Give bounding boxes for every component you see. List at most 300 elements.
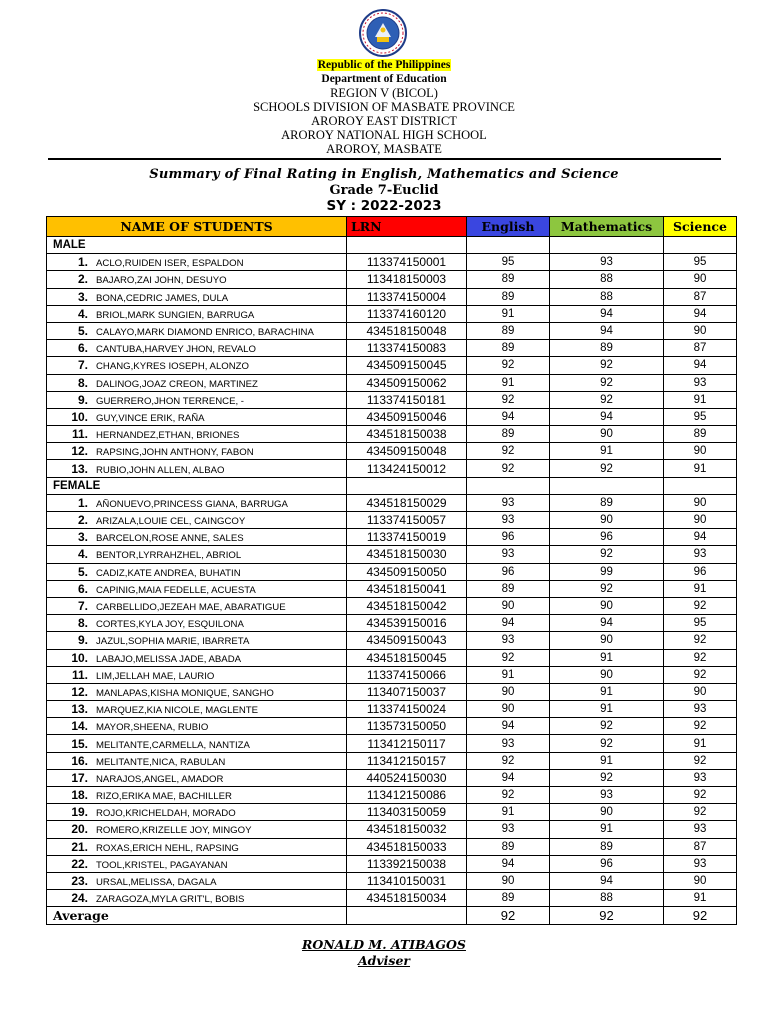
ratings-table <box>46 216 737 925</box>
table-row <box>47 460 737 477</box>
student-name: MELITANTE,NICA, RABULAN <box>96 756 226 768</box>
english-grade: 93 <box>467 512 550 529</box>
lrn-cell: 434518150030 <box>347 546 467 563</box>
student-name: GUERRERO,JHON TERRENCE, - <box>96 395 245 407</box>
student-name: CAPINIG,MAIA FEDELLE, ACUESTA <box>96 584 256 596</box>
science-grade: 92 <box>664 804 737 821</box>
english-grade: 89 <box>467 426 550 443</box>
science-grade: 92 <box>664 649 737 666</box>
student-name-cell <box>47 494 347 511</box>
row-number: 12. <box>71 684 88 699</box>
science-grade: 93 <box>664 855 737 872</box>
student-name-cell <box>47 580 347 597</box>
student-name-cell <box>47 374 347 391</box>
science-grade: 95 <box>664 254 737 271</box>
english-grade: 93 <box>467 735 550 752</box>
student-name-cell <box>47 357 347 374</box>
student-name: CANTUBA,HARVEY JHON, REVALO <box>96 344 256 356</box>
student-name-cell <box>47 769 347 786</box>
math-grade: 91 <box>550 649 664 666</box>
lrn-cell: 113374150083 <box>347 340 467 357</box>
student-name: DALINOG,JOAZ CREON, MARTINEZ <box>96 378 258 390</box>
student-name-cell <box>47 701 347 718</box>
english-grade: 93 <box>467 821 550 838</box>
table-row <box>47 787 737 804</box>
table-row <box>47 769 737 786</box>
header-lrn: LRN <box>347 217 467 237</box>
english-grade: 89 <box>467 340 550 357</box>
student-name-cell <box>47 529 347 546</box>
lrn-cell: 434518150033 <box>347 838 467 855</box>
table-row <box>47 718 737 735</box>
lrn-cell: 434518150041 <box>347 580 467 597</box>
grade-section-title: Grade 7-Euclid <box>329 183 439 198</box>
student-name-cell <box>47 288 347 305</box>
student-name-cell <box>47 838 347 855</box>
science-grade: 93 <box>664 546 737 563</box>
math-grade: 94 <box>550 615 664 632</box>
table-row <box>47 305 737 322</box>
science-grade: 91 <box>664 890 737 907</box>
row-number: 12. <box>71 444 88 459</box>
lrn-cell: 113407150037 <box>347 683 467 700</box>
student-name-cell <box>47 340 347 357</box>
science-grade: 90 <box>664 494 737 511</box>
header-divider <box>48 158 721 160</box>
student-name: BAJARO,ZAI JOHN, DESUYO <box>96 275 227 287</box>
science-grade: 91 <box>664 580 737 597</box>
lrn-cell: 113374150024 <box>347 701 467 718</box>
lrn-cell: 434509150050 <box>347 563 467 580</box>
row-number: 1. <box>77 255 88 270</box>
student-name: ARIZALA,LOUIE CEL, CAINGCOY <box>96 516 246 528</box>
science-grade: 87 <box>664 838 737 855</box>
row-number: 11. <box>71 667 88 682</box>
student-name: TOOL,KRISTEL, PAGAYANAN <box>96 859 228 871</box>
empty-cell <box>664 477 737 494</box>
row-number: 2. <box>77 272 88 287</box>
empty-cell <box>550 477 664 494</box>
header-name-of-students: NAME OF STUDENTS <box>47 217 347 237</box>
row-number: 11. <box>71 427 88 442</box>
math-grade: 90 <box>550 426 664 443</box>
lrn-cell: 113424150012 <box>347 460 467 477</box>
math-grade: 91 <box>550 701 664 718</box>
english-grade: 94 <box>467 855 550 872</box>
student-name-cell <box>47 443 347 460</box>
english-grade: 94 <box>467 615 550 632</box>
student-name: BRIOL,MARK SUNGIEN, BARRUGA <box>96 309 255 321</box>
math-grade: 90 <box>550 597 664 614</box>
english-grade: 90 <box>467 701 550 718</box>
science-grade: 91 <box>664 391 737 408</box>
math-grade: 88 <box>550 288 664 305</box>
english-grade: 94 <box>467 408 550 425</box>
english-grade: 90 <box>467 683 550 700</box>
student-name: AÑONUEVO,PRINCESS GIANA, BARRUGA <box>96 498 288 510</box>
math-grade: 88 <box>550 890 664 907</box>
row-number: 9. <box>77 392 88 407</box>
empty-cell <box>664 237 737 254</box>
table-row <box>47 494 737 511</box>
science-grade: 93 <box>664 701 737 718</box>
student-name: RUBIO,JOHN ALLEN, ALBAO <box>96 464 225 476</box>
student-name: CALAYO,MARK DIAMOND ENRICO, BARACHINA <box>96 327 314 339</box>
table-row <box>47 649 737 666</box>
table-row <box>47 563 737 580</box>
student-name-cell <box>47 890 347 907</box>
lrn-cell: 434509150048 <box>347 443 467 460</box>
school-line: AROROY NATIONAL HIGH SCHOOL <box>281 128 487 142</box>
lrn-cell: 113403150059 <box>347 804 467 821</box>
math-grade: 91 <box>550 752 664 769</box>
school-year-title: SY : 2022-2023 <box>326 198 442 214</box>
table-row <box>47 752 737 769</box>
table-row <box>47 632 737 649</box>
math-grade: 94 <box>550 872 664 889</box>
row-number: 3. <box>77 289 88 304</box>
table-row <box>47 597 737 614</box>
english-grade: 92 <box>467 357 550 374</box>
student-name-cell <box>47 546 347 563</box>
student-name: GUY,VINCE ERIK, RAÑA <box>96 412 205 424</box>
deped-seal-icon <box>352 9 414 57</box>
math-grade: 99 <box>550 563 664 580</box>
row-number: 2. <box>77 513 88 528</box>
science-grade: 93 <box>664 821 737 838</box>
english-grade: 92 <box>467 443 550 460</box>
math-grade: 88 <box>550 271 664 288</box>
math-grade: 92 <box>550 769 664 786</box>
student-name: CARBELLIDO,JEZEAH MAE, ABARATIGUE <box>96 602 286 614</box>
math-grade: 92 <box>550 391 664 408</box>
english-grade: 93 <box>467 632 550 649</box>
table-row <box>47 322 737 339</box>
math-grade: 90 <box>550 632 664 649</box>
table-row <box>47 804 737 821</box>
section-label: MALE <box>47 237 347 254</box>
row-number: 23. <box>71 874 88 889</box>
student-name: NARAJOS,ANGEL, AMADOR <box>96 773 224 785</box>
english-grade: 91 <box>467 666 550 683</box>
lrn-cell: 113374160120 <box>347 305 467 322</box>
row-number: 6. <box>77 341 88 356</box>
lrn-cell: 434509150062 <box>347 374 467 391</box>
science-grade: 91 <box>664 460 737 477</box>
science-grade: 95 <box>664 408 737 425</box>
english-grade: 92 <box>467 649 550 666</box>
row-number: 10. <box>71 650 88 665</box>
row-number: 1. <box>77 495 88 510</box>
student-name: MARQUEZ,KIA NICOLE, MAGLENTE <box>96 705 259 717</box>
math-grade: 93 <box>550 254 664 271</box>
average-english: 92 <box>467 907 550 924</box>
student-name-cell <box>47 872 347 889</box>
lrn-cell: 113374150001 <box>347 254 467 271</box>
lrn-cell: 434518150045 <box>347 649 467 666</box>
student-name: JAZUL,SOPHIA MARIE, IBARRETA <box>96 636 250 648</box>
table-row <box>47 254 737 271</box>
table-row <box>47 426 737 443</box>
division-line: SCHOOLS DIVISION OF MASBATE PROVINCE <box>253 100 515 114</box>
table-row <box>47 288 737 305</box>
table-row <box>47 838 737 855</box>
english-grade: 92 <box>467 460 550 477</box>
table-row <box>47 391 737 408</box>
english-grade: 96 <box>467 529 550 546</box>
student-name-cell <box>47 718 347 735</box>
table-row <box>47 890 737 907</box>
science-grade: 92 <box>664 632 737 649</box>
lrn-cell: 434518150038 <box>347 426 467 443</box>
table-row <box>47 374 737 391</box>
empty-cell <box>347 237 467 254</box>
student-name-cell <box>47 460 347 477</box>
empty-cell <box>467 237 550 254</box>
math-grade: 89 <box>550 340 664 357</box>
table-row <box>47 615 737 632</box>
row-number: 17. <box>71 770 88 785</box>
math-grade: 89 <box>550 838 664 855</box>
science-grade: 94 <box>664 305 737 322</box>
lrn-cell: 440524150030 <box>347 769 467 786</box>
row-number: 7. <box>77 358 88 373</box>
science-grade: 94 <box>664 529 737 546</box>
math-grade: 91 <box>550 683 664 700</box>
math-grade: 94 <box>550 305 664 322</box>
lrn-cell: 113374150004 <box>347 288 467 305</box>
lrn-cell: 434518150032 <box>347 821 467 838</box>
science-grade: 89 <box>664 426 737 443</box>
math-grade: 93 <box>550 787 664 804</box>
row-number: 14. <box>71 719 88 734</box>
student-name-cell <box>47 752 347 769</box>
section-label: FEMALE <box>47 477 347 494</box>
science-grade: 92 <box>664 718 737 735</box>
row-number: 8. <box>77 375 88 390</box>
math-grade: 92 <box>550 580 664 597</box>
table-row <box>47 701 737 718</box>
row-number: 13. <box>71 461 88 476</box>
row-number: 19. <box>71 805 88 820</box>
empty-cell <box>467 477 550 494</box>
lrn-cell: 113392150038 <box>347 855 467 872</box>
lrn-cell: 113374150181 <box>347 391 467 408</box>
lrn-cell: 113418150003 <box>347 271 467 288</box>
student-name-cell <box>47 512 347 529</box>
english-grade: 90 <box>467 597 550 614</box>
male-section-row <box>47 237 737 254</box>
adviser-role: Adviser <box>357 953 411 968</box>
table-row <box>47 735 737 752</box>
student-name-cell <box>47 855 347 872</box>
summary-title: Summary of Final Rating in English, Mathematics and Science <box>149 167 619 182</box>
table-body <box>47 237 737 925</box>
student-name-cell <box>47 426 347 443</box>
student-name: URSAL,MELISSA, DAGALA <box>96 877 217 889</box>
table-row <box>47 271 737 288</box>
row-number: 8. <box>77 616 88 631</box>
student-name-cell <box>47 322 347 339</box>
average-label: Average <box>47 907 347 924</box>
math-grade: 92 <box>550 718 664 735</box>
table-row <box>47 529 737 546</box>
science-grade: 90 <box>664 271 737 288</box>
lrn-cell: 113573150050 <box>347 718 467 735</box>
lrn-cell: 113374150066 <box>347 666 467 683</box>
lrn-cell: 113374150057 <box>347 512 467 529</box>
student-name: BARCELON,ROSE ANNE, SALES <box>96 533 244 545</box>
lrn-cell: 434509150046 <box>347 408 467 425</box>
math-grade: 90 <box>550 666 664 683</box>
science-grade: 90 <box>664 443 737 460</box>
english-grade: 89 <box>467 288 550 305</box>
student-name-cell <box>47 735 347 752</box>
lrn-cell: 434518150034 <box>347 890 467 907</box>
student-name: LABAJO,MELISSA JADE, ABADA <box>96 653 242 665</box>
english-grade: 93 <box>467 546 550 563</box>
math-grade: 94 <box>550 408 664 425</box>
lrn-cell: 113412150117 <box>347 735 467 752</box>
student-name: CHANG,KYRES IOSEPH, ALONZO <box>96 361 250 373</box>
english-grade: 92 <box>467 752 550 769</box>
student-name-cell <box>47 649 347 666</box>
row-number: 5. <box>77 324 88 339</box>
header-english: English <box>467 217 550 237</box>
row-number: 10. <box>71 409 88 424</box>
row-number: 3. <box>77 530 88 545</box>
row-number: 13. <box>71 702 88 717</box>
lrn-cell: 434518150029 <box>347 494 467 511</box>
science-grade: 90 <box>664 322 737 339</box>
math-grade: 96 <box>550 529 664 546</box>
science-grade: 93 <box>664 769 737 786</box>
math-grade: 89 <box>550 494 664 511</box>
math-grade: 90 <box>550 512 664 529</box>
row-number: 4. <box>77 547 88 562</box>
average-math: 92 <box>550 907 664 924</box>
math-grade: 92 <box>550 357 664 374</box>
lrn-cell: 434509150043 <box>347 632 467 649</box>
english-grade: 92 <box>467 787 550 804</box>
english-grade: 91 <box>467 305 550 322</box>
table-row <box>47 683 737 700</box>
math-grade: 92 <box>550 460 664 477</box>
row-number: 21. <box>71 839 88 854</box>
table-row <box>47 855 737 872</box>
lrn-cell: 434518150042 <box>347 597 467 614</box>
student-name-cell <box>47 683 347 700</box>
student-name-cell <box>47 305 347 322</box>
student-name-cell <box>47 821 347 838</box>
row-number: 4. <box>77 306 88 321</box>
math-grade: 94 <box>550 322 664 339</box>
student-name: CADIZ,KATE ANDREA, BUHATIN <box>96 567 241 579</box>
republic-line: Republic of the Philippines <box>317 59 451 71</box>
english-grade: 94 <box>467 718 550 735</box>
english-grade: 95 <box>467 254 550 271</box>
student-name: HERNANDEZ,ETHAN, BRIONES <box>96 430 240 442</box>
table-row <box>47 580 737 597</box>
science-grade: 90 <box>664 872 737 889</box>
student-name: ACLO,RUIDEN ISER, ESPALDON <box>96 258 244 270</box>
student-name: LIM,JELLAH MAE, LAURIO <box>96 670 215 682</box>
region-line: REGION V (BICOL) <box>330 86 438 100</box>
science-grade: 87 <box>664 340 737 357</box>
table-row <box>47 546 737 563</box>
student-name-cell <box>47 787 347 804</box>
math-grade: 91 <box>550 821 664 838</box>
student-name-cell <box>47 804 347 821</box>
female-section-row <box>47 477 737 494</box>
student-name: RAPSING,JOHN ANTHONY, FABON <box>96 447 254 459</box>
science-grade: 90 <box>664 683 737 700</box>
english-grade: 89 <box>467 890 550 907</box>
math-grade: 96 <box>550 855 664 872</box>
student-name: ROMERO,KRIZELLE JOY, MINGOY <box>96 825 252 837</box>
english-grade: 89 <box>467 271 550 288</box>
department-line: Department of Education <box>321 73 447 85</box>
science-grade: 87 <box>664 288 737 305</box>
document-header <box>0 58 768 156</box>
table-row <box>47 821 737 838</box>
math-grade: 91 <box>550 443 664 460</box>
lrn-cell: 113410150031 <box>347 872 467 889</box>
student-name: BONA,CEDRIC JAMES, DULA <box>96 292 229 304</box>
science-grade: 92 <box>664 666 737 683</box>
lrn-cell: 434518150048 <box>347 322 467 339</box>
science-grade: 91 <box>664 735 737 752</box>
english-grade: 93 <box>467 494 550 511</box>
row-number: 20. <box>71 822 88 837</box>
row-number: 9. <box>77 633 88 648</box>
english-grade: 89 <box>467 580 550 597</box>
table-row <box>47 340 737 357</box>
science-grade: 92 <box>664 752 737 769</box>
row-number: 6. <box>77 581 88 596</box>
english-grade: 91 <box>467 374 550 391</box>
table-row <box>47 512 737 529</box>
math-grade: 92 <box>550 546 664 563</box>
row-number: 7. <box>77 599 88 614</box>
table-row <box>47 408 737 425</box>
district-line: AROROY EAST DISTRICT <box>311 114 457 128</box>
lrn-cell: 434509150045 <box>347 357 467 374</box>
average-science: 92 <box>664 907 737 924</box>
row-number: 5. <box>77 564 88 579</box>
student-name: MANLAPAS,KISHA MONIQUE, SANGHO <box>96 687 274 699</box>
empty-cell <box>347 907 467 924</box>
student-name-cell <box>47 408 347 425</box>
math-grade: 90 <box>550 804 664 821</box>
header-science: Science <box>664 217 737 237</box>
table-row <box>47 666 737 683</box>
english-grade: 89 <box>467 322 550 339</box>
table-row <box>47 443 737 460</box>
science-grade: 90 <box>664 512 737 529</box>
student-name: ROXAS,ERICH NEHL, RAPSING <box>96 842 239 854</box>
science-grade: 92 <box>664 787 737 804</box>
student-name: ZARAGOZA,MYLA GRIT'L, BOBIS <box>96 894 245 906</box>
student-name: BENTOR,LYRRAHZHEL, ABRIOL <box>96 550 242 562</box>
address-line: AROROY, MASBATE <box>326 142 442 156</box>
english-grade: 91 <box>467 804 550 821</box>
student-name: CORTES,KYLA JOY, ESQUILONA <box>96 619 244 631</box>
average-row <box>47 907 737 924</box>
english-grade: 89 <box>467 838 550 855</box>
lrn-cell: 113412150086 <box>347 787 467 804</box>
student-name-cell <box>47 254 347 271</box>
